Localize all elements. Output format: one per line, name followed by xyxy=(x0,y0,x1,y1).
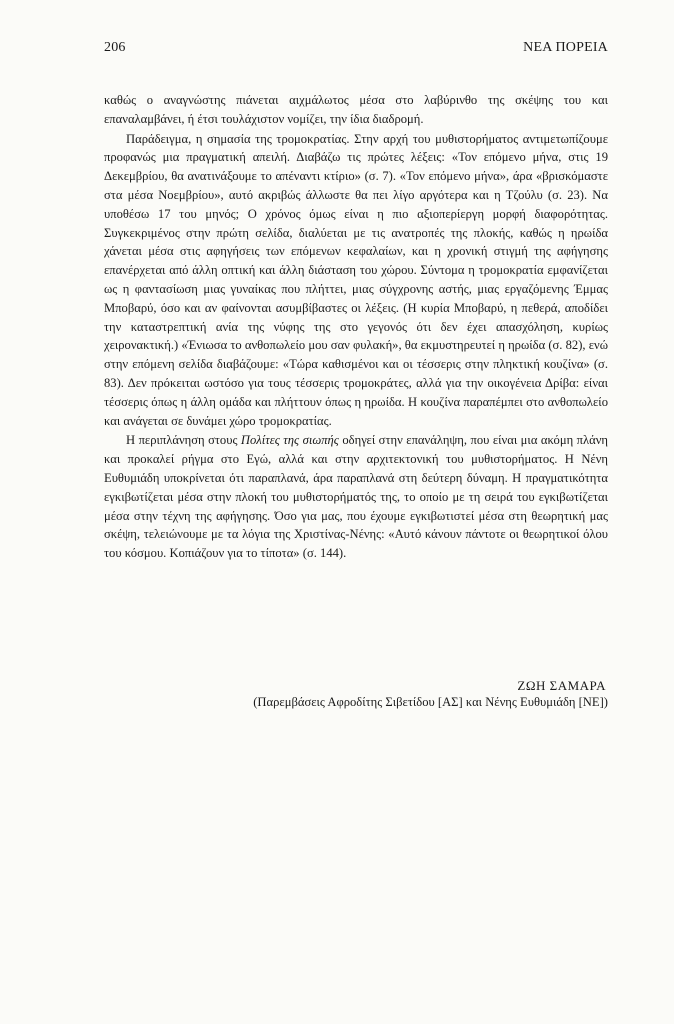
paragraph-terrorism: Παράδειγμα, η σημασία της τρομοκρατίας. Στην αρχή του μυθιστορήματος αντιμετωπίζουμε προφανώς μια πραγματική απειλή. Διαβάζω τις πρώτες λέξεις: «Τον επόμενο μήνα, στις 19 Δεκεμβρίου, θα ανατινάξουμε το απέναντι κτίριο» (σ. 7). «Τον επόμενο μήνα», άρα «βρισκόμαστε στα μέσα Νοεμβρίου», αυτό ακριβώς άλλωστε θα πει λίγο αργότερα και η Τζούλυ (σ. 23). Να υποθέσω 17 του μηνός; Ο χρόνος όμως είναι η πιο αξιοπερίεργη μορφή διαφορότητας. Συγκεκριμένος στην πρώτη σελίδα, διαλύεται με τις ανατροπές της πλοκής, καθώς η ηρωίδα χάνεται μέσα στις αφηγήσεις των επόμενων κεφαλαίων, και η χρονική στιγμή της αφήγησης επανέρχεται από άλλη οπτική και άλλη διάσταση του χώρου. Σύντομα η τρομοκρατία εμφανίζεται ως η φαντασίωση μιας γυναίκας που πλήττει, μιας σύγχρονης αστής, μιας εργαζόμενης Έμμας Μποβαρύ, όσο και αν φαίνονται ασυμβίβαστες οι λέξεις. (Η κυρία Μποβαρύ, η πεθερά, αποδίδει την καταστρεπτική ανία της νύφης της στο γεγονός ότι δεν έχει απασχόληση, κυρίως χειρονακτική.) «Ένιωσα το ανθοπωλείο μου σαν φυλακή», θα εκμυστηρευτεί η ηρωίδα (σ. 82), ενώ στην επόμενη σελίδα διαβάζουμε: «Τώρα καθισμένοι και οι τέσσερις στην πληκτική κουζίνα» (σ. 83). Δεν πρόκειται ωστόσο για τους τέσσερις τρομοκράτες, αλλά για την οικογένεια Δρίβα: είναι τέσσερις όπως η άλλη ομάδα και πλήττουν όπως η ηρωίδα. Η κουζίνα παραπέμπει στο ανθοπωλείο και ανάγεται σε δυνάμει χώρο τρομοκρατίας. xyxy=(104,131,608,428)
paragraph-text-pre: Η περιπλάνηση στους xyxy=(126,433,241,448)
author-signature: ΖΩΗ ΣΑΜΑΡΑ xyxy=(517,678,606,693)
paragraph-wandering xyxy=(104,431,608,563)
journal-title: ΝΕΑ ΠΟΡΕΙΑ xyxy=(523,40,608,55)
paragraph-text-post: οδηγεί στην επανάληψη, που είναι μια ακόμη πλάνη και προκαλεί ρήγμα στο Εγώ, αλλά και στην αρχιτεκτονική του μυθιστορήματος. Η Νένη Ευθυμιάδη υποκρίνεται ότι παραπλανά, άρα παραπλανά στη δεύτερη δύναμη. Η πραγματικότητα εγκιβωτίζεται μέσα στην πλοκή του μυθιστορήματός της, το οποίο με τη σειρά του εγκιβωτίζεται μέσα στην τέχνη της αφήγησης. Όσο για μας, που έχουμε εγκιβωτιστεί μέσα στη θεωρητική μας σκέψη, τελειώνουμε με τα λόγια της Χριστίνας-Νένης: «Αυτό κάνουν πάντοτε οι θεωρητικοί όλου του κόσμου. Κοπιάζουν για το τίποτα» (σ. 144). xyxy=(104,433,608,561)
interventions-credit: (Παρεμβάσεις Αφροδίτης Σιβετίδου [ΑΣ] και Νένης Ευθυμιάδη [ΝΕ]) xyxy=(253,695,608,709)
article-body xyxy=(104,91,608,563)
page-number: 206 xyxy=(104,40,126,55)
page-header xyxy=(104,40,608,56)
paragraph-continuation: καθώς ο αναγνώστης πιάνεται αιχμάλωτος μέσα στο λαβύρινθο της σκέψης του και επαναλαμβάνει, ή έτσι τουλάχιστον νομίζει, την ίδια διαδρομή. xyxy=(104,93,608,126)
book-title-italic: Πολίτες της σιωπής xyxy=(240,433,339,448)
